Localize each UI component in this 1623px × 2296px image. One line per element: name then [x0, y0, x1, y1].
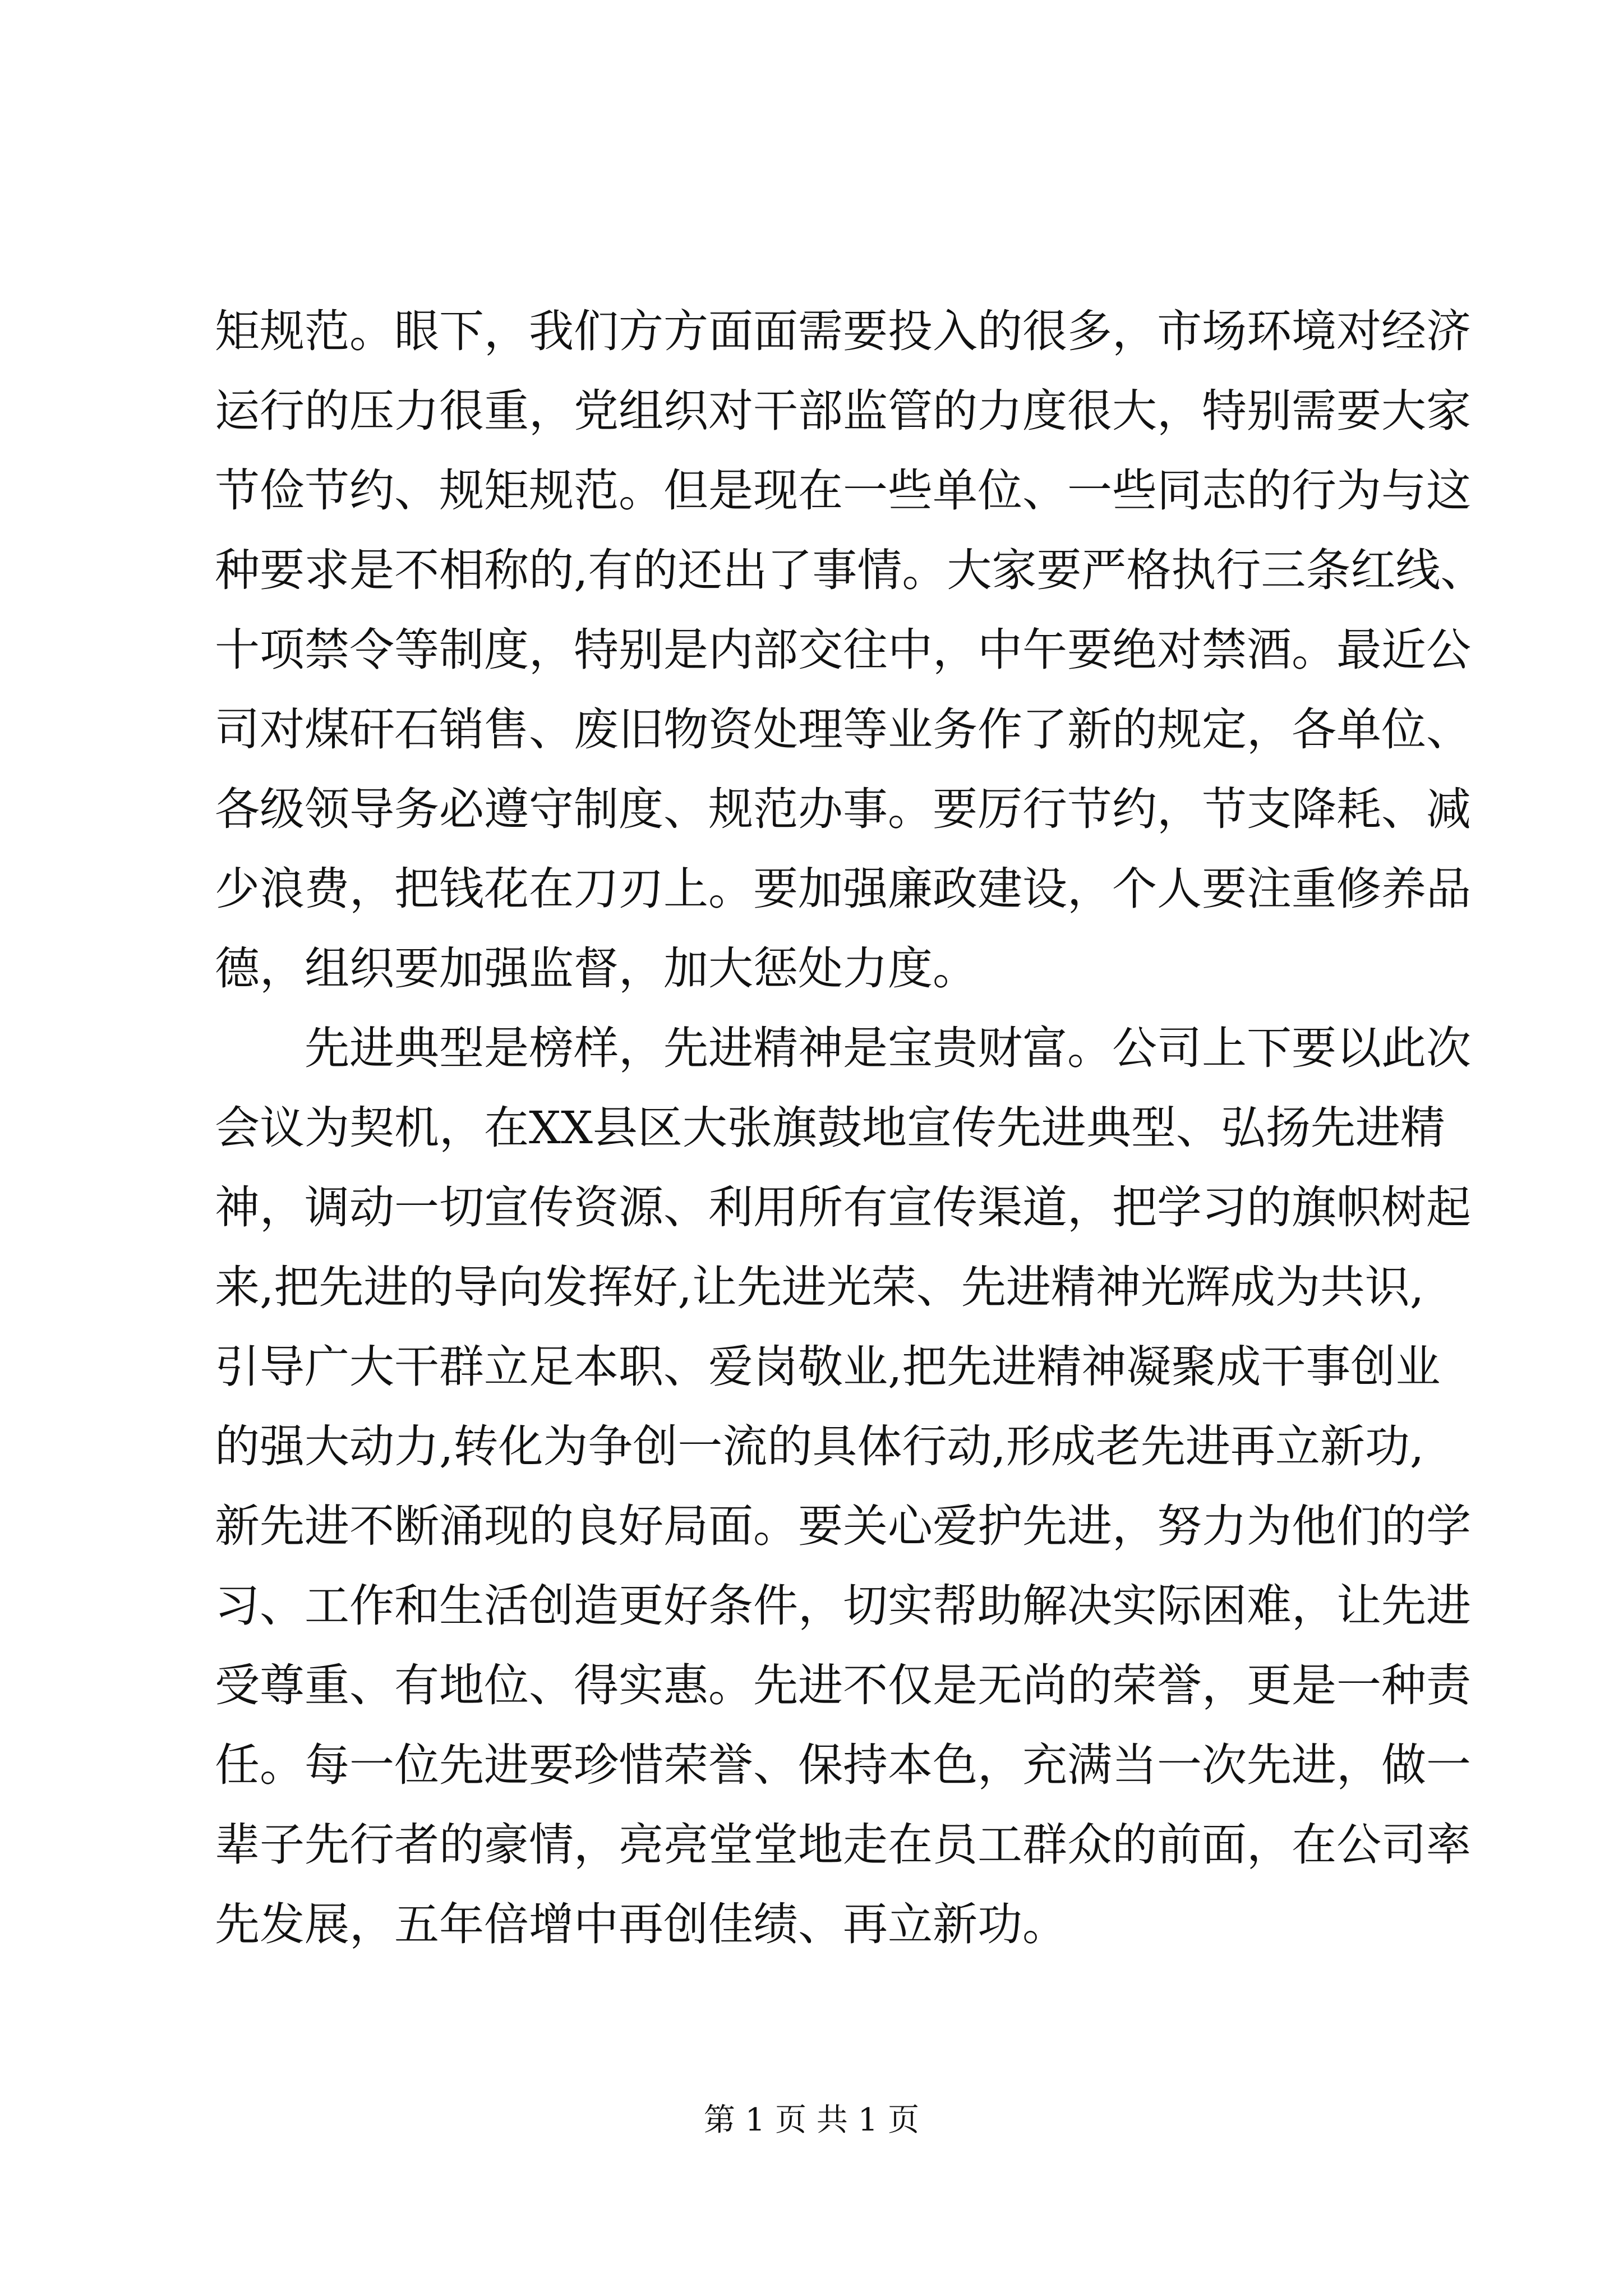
page-number-footer: 第 1 页 共 1 页 — [703, 2102, 920, 2138]
document-body — [215, 292, 1486, 1964]
text-line-last: 先发展，五年倍增中再创佳绩、再立新功。 — [215, 1898, 1067, 1950]
text-line: 任。每一位先进要珍惜荣誉、保持本色，充满当一次先进，做一 — [215, 1739, 1471, 1791]
text-line: 新先进不断涌现的良好局面。要关心爱护先进，努力为他们的学 — [215, 1500, 1471, 1552]
text-line: 会议为契机，在XX县区大张旗鼓地宣传先进典型、弘扬先进精 — [215, 1102, 1445, 1154]
text-line: 引导广大干群立足本职、爱岗敬业,把先进精神凝聚成干事创业 — [215, 1341, 1441, 1393]
text-line: 矩规范。眼下，我们方方面面需要投入的很多，市场环境对经济 — [215, 305, 1471, 357]
text-line: 少浪费，把钱花在刀刃上。要加强廉政建设，个人要注重修养品 — [215, 863, 1471, 915]
text-line: 种要求是不相称的,有的还出了事情。大家要严格执行三条红线、 — [215, 544, 1486, 596]
text-line: 运行的压力很重，党组织对干部监管的力度很大，特别需要大家 — [215, 385, 1471, 437]
text-line: 司对煤矸石销售、废旧物资处理等业务作了新的规定，各单位、 — [215, 703, 1471, 756]
text-line: 的强大动力,转化为争创一流的具体行动,形成老先进再立新功, — [215, 1420, 1424, 1473]
text-line: 神，调动一切宣传资源、利用所有宣传渠道，把学习的旗帜树起 — [215, 1181, 1471, 1234]
text-line: 各级领导务必遵守制度、规范办事。要厉行节约，节支降耗、减 — [215, 783, 1471, 835]
text-line: 十项禁令等制度，特别是内部交往中，中午要绝对禁酒。最近公 — [215, 624, 1471, 676]
text-line-first: 先进典型是榜样，先进精神是宝贵财富。公司上下要以此次 — [305, 1022, 1471, 1074]
text-line: 节俭节约、规矩规范。但是现在一些单位、一些同志的行为与这 — [215, 464, 1471, 517]
text-line: 受尊重、有地位、得实惠。先进不仅是无尚的荣誉，更是一种责 — [215, 1659, 1471, 1711]
text-line: 来,把先进的导向发挥好,让先进光荣、先进精神光辉成为共识, — [215, 1261, 1424, 1313]
text-line: 辈子先行者的豪情，亮亮堂堂地走在员工群众的前面，在公司率 — [215, 1819, 1471, 1871]
text-line: 习、工作和生活创造更好条件，切实帮助解决实际困难，让先进 — [215, 1580, 1471, 1632]
text-line-last: 德，组织要加强监督，加大惩处力度。 — [215, 942, 978, 995]
